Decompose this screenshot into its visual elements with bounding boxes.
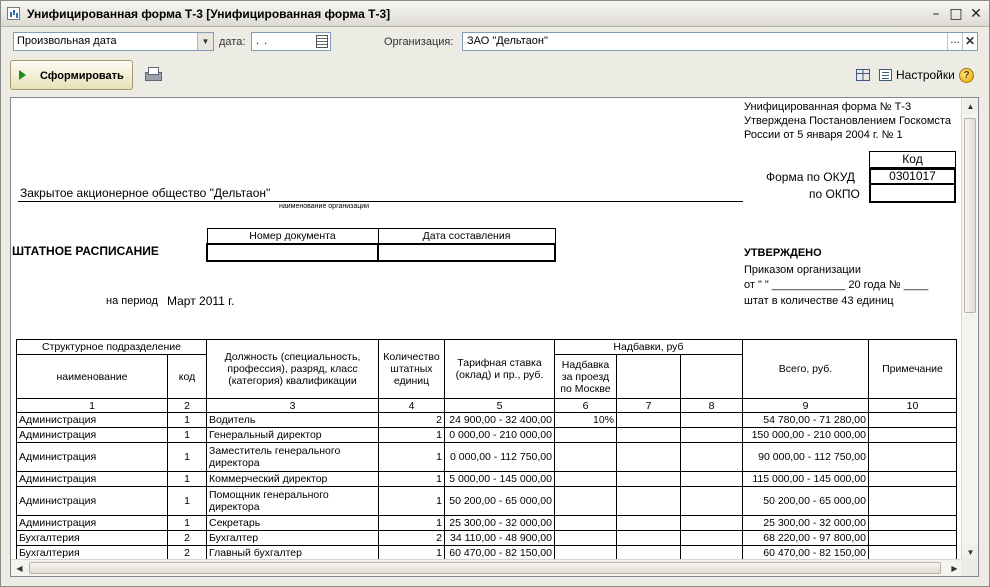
row-total: 54 780,00 - 71 280,00 xyxy=(743,413,869,428)
column-number: 3 xyxy=(207,399,379,413)
header-total: Всего, руб. xyxy=(743,340,869,399)
row-dept-code: 1 xyxy=(168,516,207,531)
row-allowance-7 xyxy=(617,443,681,472)
row-note xyxy=(869,413,957,428)
window-title: Унифицированная форма Т-3 [Унифицированная форма Т-3] xyxy=(27,7,391,21)
header-position: Должность (специальность, профессия), разряд, класс (категория) квалификации xyxy=(207,340,379,399)
print-icon[interactable] xyxy=(144,67,161,82)
report-app-icon xyxy=(7,7,20,20)
code-header: Код xyxy=(869,151,956,168)
horizontal-scroll-thumb[interactable] xyxy=(29,562,941,574)
organization-value: ЗАО "Дельтаон" xyxy=(467,35,548,47)
row-allowance-8 xyxy=(681,531,743,546)
column-number: 8 xyxy=(681,399,743,413)
form-line-1: Унифицированная форма № Т-3 xyxy=(744,101,912,113)
row-dept-name: Администрация xyxy=(17,413,168,428)
row-dept-code: 1 xyxy=(168,443,207,472)
column-number: 4 xyxy=(379,399,445,413)
form-line-2: Утверждена Постановлением Госкомста xyxy=(744,115,951,127)
row-dept-code: 1 xyxy=(168,487,207,516)
scroll-up-icon[interactable]: ▲ xyxy=(963,99,978,114)
column-number: 1 xyxy=(17,399,168,413)
okud-value: 0301017 xyxy=(869,168,956,185)
column-number: 2 xyxy=(168,399,207,413)
row-count: 2 xyxy=(379,413,445,428)
approved-heading: УТВЕРЖДЕНО xyxy=(744,247,822,259)
row-note xyxy=(869,531,957,546)
row-rate: 5 000,00 - 145 000,00 xyxy=(445,472,555,487)
row-position: Секретарь xyxy=(207,516,379,531)
row-allowance-7 xyxy=(617,516,681,531)
play-icon xyxy=(19,70,26,80)
staff-schedule-table xyxy=(16,339,957,561)
organization-label: Организация: xyxy=(384,36,454,48)
row-rate: 0 000,00 - 112 750,00 xyxy=(445,443,555,472)
row-count: 1 xyxy=(379,516,445,531)
row-position: Заместитель генерального директора xyxy=(207,443,379,472)
row-allowance-moscow: 10% xyxy=(555,413,617,428)
row-total: 150 000,00 - 210 000,00 xyxy=(743,428,869,443)
row-position: Бухгалтер xyxy=(207,531,379,546)
document-header-table xyxy=(206,228,556,262)
row-note xyxy=(869,443,957,472)
table-view-icon[interactable] xyxy=(856,69,870,81)
row-dept-code: 1 xyxy=(168,413,207,428)
column-number: 7 xyxy=(617,399,681,413)
toolbar xyxy=(1,58,989,94)
column-number-row xyxy=(17,399,957,413)
period-type-value: Произвольная дата xyxy=(17,35,117,47)
ellipsis-icon[interactable]: ... xyxy=(947,33,962,50)
report-sheet[interactable] xyxy=(10,97,979,577)
date-label: дата: xyxy=(219,36,246,48)
header-dept-code: код xyxy=(168,355,207,399)
row-count: 1 xyxy=(379,472,445,487)
row-allowance-moscow xyxy=(555,487,617,516)
header-allowance-moscow: Надбавка за проезд по Москве xyxy=(555,355,617,399)
row-dept-code: 1 xyxy=(168,428,207,443)
row-count: 1 xyxy=(379,487,445,516)
row-position: Водитель xyxy=(207,413,379,428)
row-dept-name: Администрация xyxy=(17,487,168,516)
vertical-scroll-thumb[interactable] xyxy=(964,118,976,313)
period-type-select[interactable] xyxy=(13,32,214,51)
row-allowance-moscow xyxy=(555,428,617,443)
row-allowance-moscow xyxy=(555,443,617,472)
row-total: 115 000,00 - 145 000,00 xyxy=(743,472,869,487)
column-number: 5 xyxy=(445,399,555,413)
table-row xyxy=(17,428,957,443)
row-allowance-moscow xyxy=(555,531,617,546)
chevron-down-icon[interactable]: ▼ xyxy=(197,33,213,50)
header-count: Количество штатных единиц xyxy=(379,340,445,399)
table-row xyxy=(17,413,957,428)
row-dept-name: Бухгалтерия xyxy=(17,546,168,561)
date-value: . . xyxy=(256,35,269,47)
organization-name: Закрытое акционерное общество "Дельтаон" xyxy=(20,186,271,200)
close-button[interactable]: ✕ xyxy=(970,6,982,22)
row-allowance-7 xyxy=(617,413,681,428)
row-count: 1 xyxy=(379,428,445,443)
row-rate: 25 300,00 - 32 000,00 xyxy=(445,516,555,531)
doc-number-value xyxy=(207,244,378,261)
doc-number-header: Номер документа xyxy=(207,229,378,244)
organization-input[interactable] xyxy=(462,32,978,51)
calendar-icon[interactable] xyxy=(316,35,328,48)
title-bar xyxy=(1,1,989,27)
minimize-button[interactable]: – xyxy=(932,6,940,22)
table-row xyxy=(17,531,957,546)
report-document xyxy=(11,98,961,561)
row-total: 90 000,00 - 112 750,00 xyxy=(743,443,869,472)
row-dept-name: Бухгалтерия xyxy=(17,531,168,546)
scroll-left-icon[interactable]: ◀ xyxy=(16,564,23,573)
row-dept-name: Администрация xyxy=(17,472,168,487)
table-row xyxy=(17,472,957,487)
vertical-scrollbar[interactable] xyxy=(961,98,978,561)
order-label: Приказом организации xyxy=(744,264,861,276)
header-note: Примечание xyxy=(869,340,957,399)
organization-caption: наименование организации xyxy=(279,203,370,210)
table-row xyxy=(17,516,957,531)
column-number: 9 xyxy=(743,399,869,413)
row-note xyxy=(869,516,957,531)
row-total: 68 220,00 - 97 800,00 xyxy=(743,531,869,546)
header-dept-name: наименование xyxy=(17,355,168,399)
date-input[interactable] xyxy=(251,32,331,51)
row-note xyxy=(869,428,957,443)
row-position: Генеральный директор xyxy=(207,428,379,443)
row-allowance-moscow xyxy=(555,472,617,487)
staff-count: штат в количестве 43 единиц xyxy=(744,295,894,307)
row-note xyxy=(869,472,957,487)
okpo-label: по ОКПО xyxy=(809,187,860,201)
row-allowance-8 xyxy=(681,413,743,428)
row-total: 50 200,00 - 65 000,00 xyxy=(743,487,869,516)
row-dept-code: 2 xyxy=(168,531,207,546)
row-note xyxy=(869,487,957,516)
row-allowance-8 xyxy=(681,443,743,472)
row-rate: 60 470,00 - 82 150,00 xyxy=(445,546,555,561)
row-position: Помощник генерального директора xyxy=(207,487,379,516)
row-dept-name: Администрация xyxy=(17,516,168,531)
settings-button[interactable]: Настройки xyxy=(896,68,955,82)
row-position: Коммерческий директор xyxy=(207,472,379,487)
row-total: 25 300,00 - 32 000,00 xyxy=(743,516,869,531)
row-allowance-8 xyxy=(681,472,743,487)
table-row xyxy=(17,443,957,472)
row-allowance-7 xyxy=(617,472,681,487)
column-number: 10 xyxy=(869,399,957,413)
settings-icon[interactable] xyxy=(879,69,892,81)
row-allowance-8 xyxy=(681,487,743,516)
doc-date-value xyxy=(378,244,555,261)
row-dept-name: Администрация xyxy=(17,428,168,443)
row-allowance-8 xyxy=(681,428,743,443)
scroll-right-icon[interactable]: ▶ xyxy=(951,564,958,573)
header-allowance-8 xyxy=(681,355,743,399)
row-rate: 50 200,00 - 65 000,00 xyxy=(445,487,555,516)
form-line-3: России от 5 января 2004 г. № 1 xyxy=(744,129,903,141)
column-number: 6 xyxy=(555,399,617,413)
document-title: ШТАТНОЕ РАСПИСАНИЕ xyxy=(12,244,159,258)
row-dept-code: 1 xyxy=(168,472,207,487)
header-allowance-7 xyxy=(617,355,681,399)
header-allowances: Надбавки, руб xyxy=(555,340,743,355)
row-allowance-8 xyxy=(681,516,743,531)
row-count: 2 xyxy=(379,531,445,546)
table-row xyxy=(17,487,957,516)
header-rate: Тарифная ставка (оклад) и пр., руб. xyxy=(445,340,555,399)
filter-bar xyxy=(1,28,989,56)
row-count: 1 xyxy=(379,443,445,472)
row-dept-name: Администрация xyxy=(17,443,168,472)
header-structural-unit: Структурное подразделение xyxy=(17,340,207,355)
help-icon[interactable]: ? xyxy=(959,68,974,83)
order-from: от " " ____________ 20 года № ____ xyxy=(744,279,929,291)
generate-report-button[interactable] xyxy=(10,60,133,90)
clear-icon[interactable]: ✕ xyxy=(962,33,977,50)
row-allowance-7 xyxy=(617,531,681,546)
doc-date-header: Дата составления xyxy=(378,229,555,244)
scroll-down-icon[interactable]: ▼ xyxy=(963,545,978,560)
okpo-value xyxy=(869,185,956,203)
row-rate: 24 900,00 - 32 400,00 xyxy=(445,413,555,428)
scroll-corner xyxy=(961,559,978,576)
row-allowance-7 xyxy=(617,428,681,443)
horizontal-scrollbar[interactable] xyxy=(11,559,963,576)
row-dept-code: 2 xyxy=(168,546,207,561)
row-allowance-moscow xyxy=(555,516,617,531)
generate-report-label: Сформировать xyxy=(40,70,124,82)
okud-label: Форма по ОКУД xyxy=(766,170,855,184)
maximize-button[interactable]: □ xyxy=(949,6,963,22)
row-total: 60 470,00 - 82 150,00 xyxy=(743,546,869,561)
row-allowance-7 xyxy=(617,487,681,516)
org-underline xyxy=(18,201,743,202)
row-position: Главный бухгалтер xyxy=(207,546,379,561)
row-rate: 0 000,00 - 210 000,00 xyxy=(445,428,555,443)
row-rate: 34 110,00 - 48 900,00 xyxy=(445,531,555,546)
period-value: Март 2011 г. xyxy=(167,294,235,308)
row-count: 1 xyxy=(379,546,445,561)
period-label: на период xyxy=(106,295,158,307)
